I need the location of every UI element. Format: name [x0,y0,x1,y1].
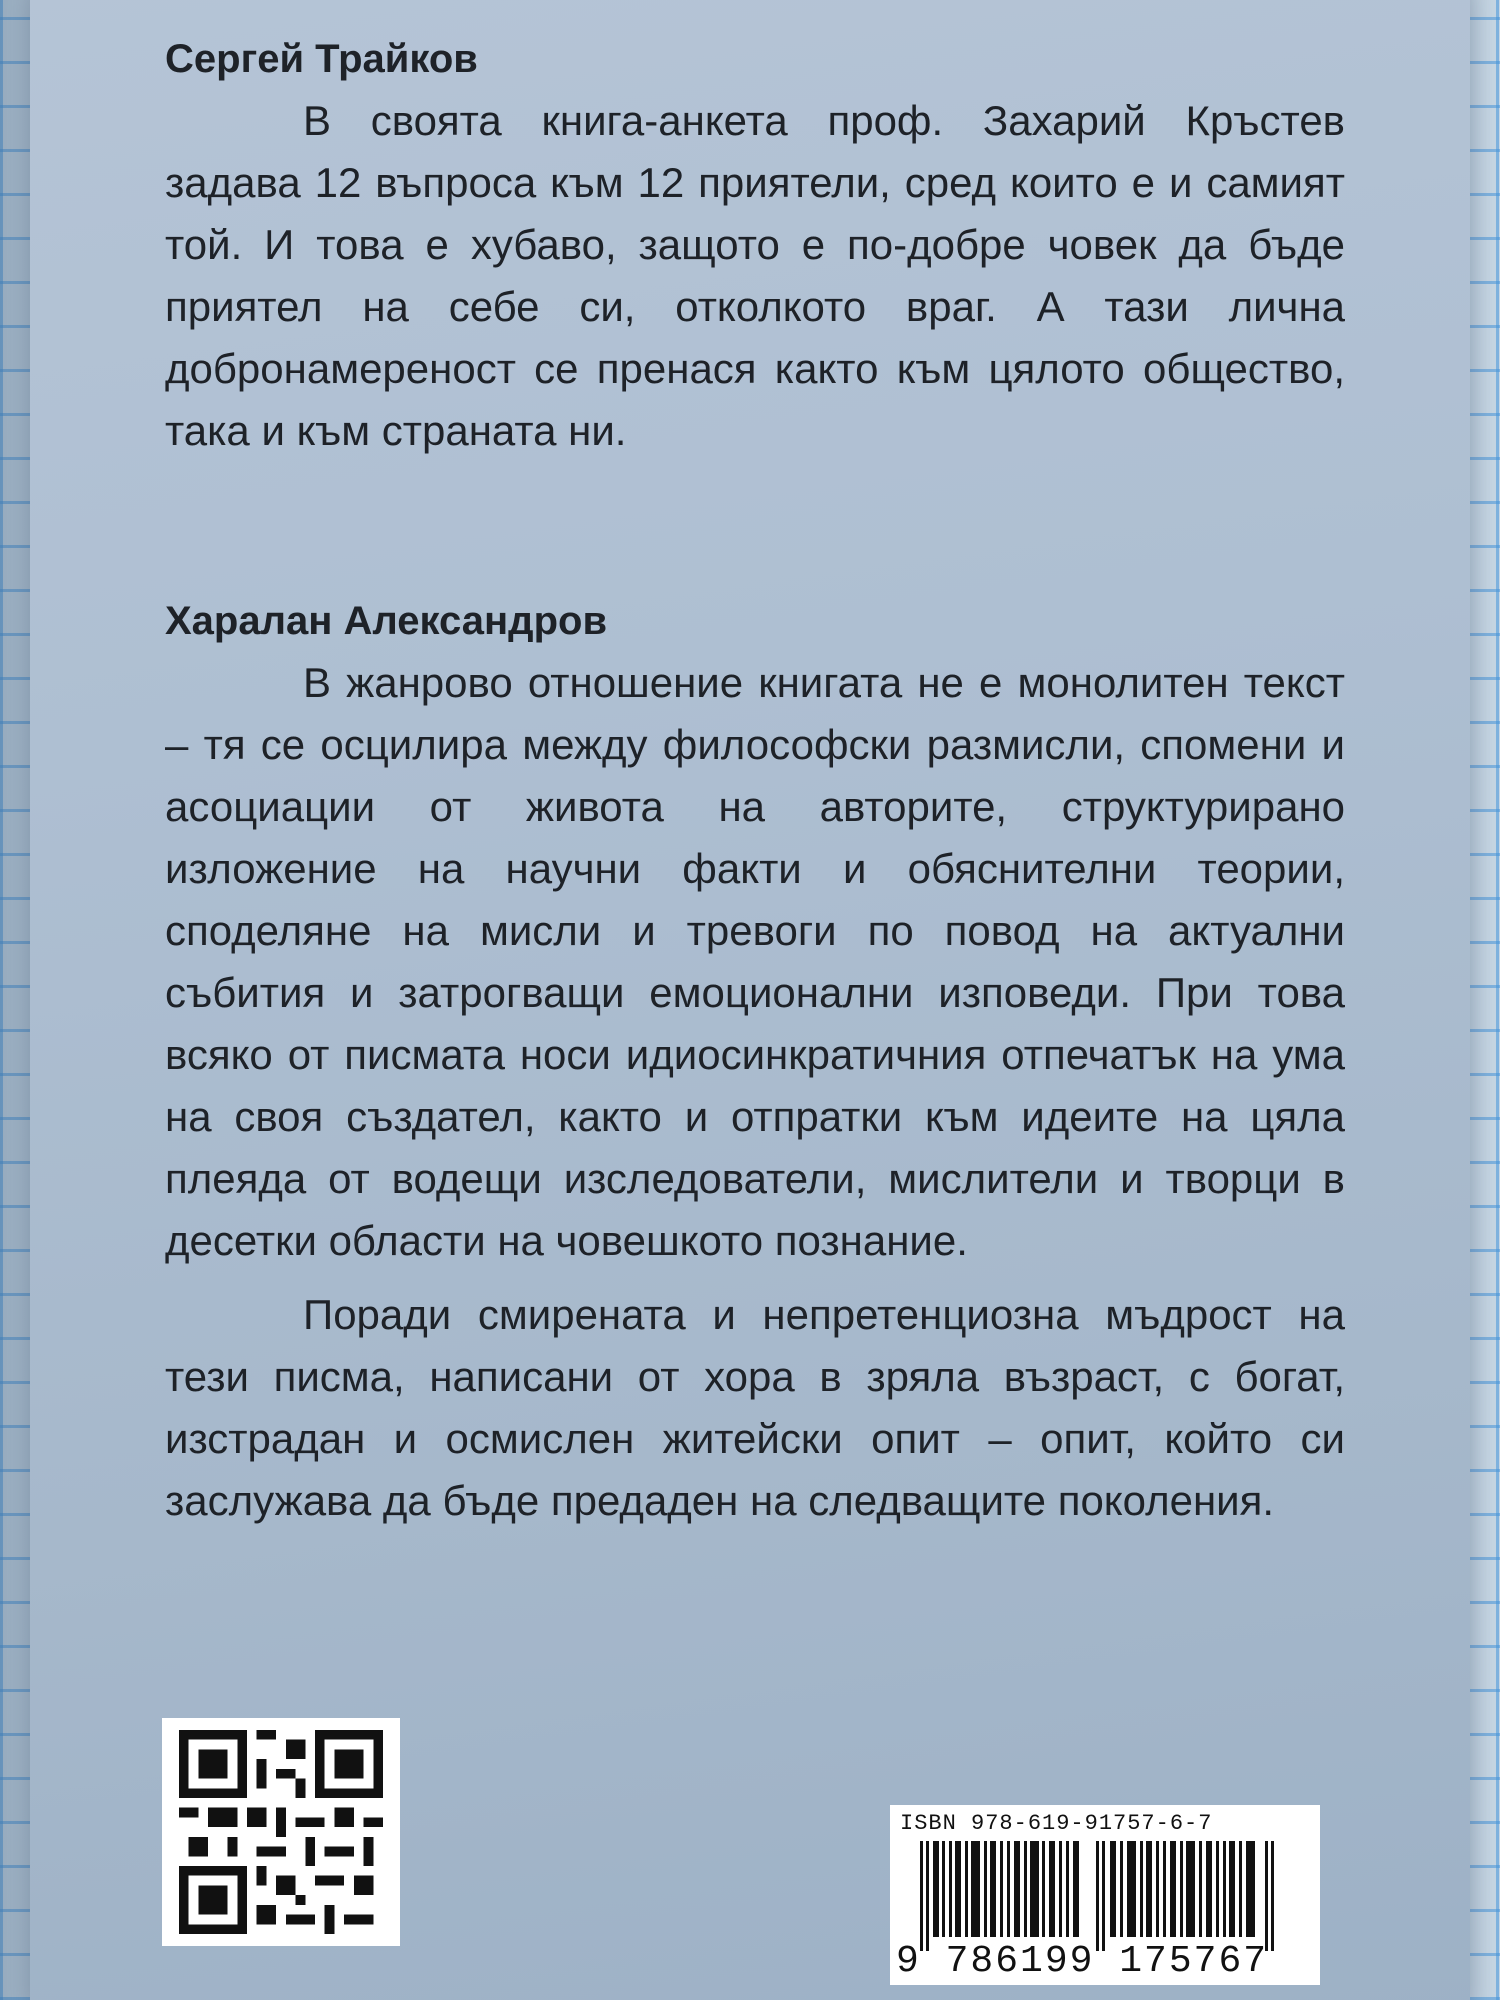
isbn-barcode-digits: 9 786199 175767 [896,1940,1269,1983]
qr-code-graphic [174,1730,388,1934]
isbn-barcode [890,1805,1320,1985]
review-section-2 [165,590,1345,1532]
isbn-label: ISBN 978-619-91757-6-7 [900,1811,1213,1836]
review-paragraph: В своята книга-анкета проф. Захарий Кръстев задава 12 въпроса към 12 приятели, сред които е и самият той. И това е хубаво, защото е по-добре човек да бъде приятел на себе си, отколкото враг. А тази лична добронамереност се пренася както към цялото общество, така и към страната ни. [165,97,1345,454]
review-paragraph: Поради смирената и непретенциозна мъдрост на тези писма, написани от хора в зряла възраст, с богат, изстрадан и осмислен житейски опит – опит, който си заслужава да бъде предаден на следващите поколения. [165,1291,1345,1524]
review-paragraph: В жанрово отношение книгата не е монолитен текст – тя се осцилира между философски размисли, спомени и асоциации от живота на авторите, структурирано изложение на научни факти и обяснителни теории, споделяне на мисли и тревоги по повод на актуални събития и затрогващи емоционални изповеди. При това всяко от писмата носи идиосинкратичния отпечатък на ума на своя създател, както и отпратки към идеите на цяла плеяда от водещи изследователи, мислители и творци в десетки области на човешкото познание. [165,659,1345,1264]
review-section-1 [165,28,1345,462]
author-name: Харалан Александров [165,599,608,643]
qr-code [162,1718,400,1946]
barcode-bars [920,1841,1300,1951]
author-name: Сергей Трайков [165,37,478,81]
